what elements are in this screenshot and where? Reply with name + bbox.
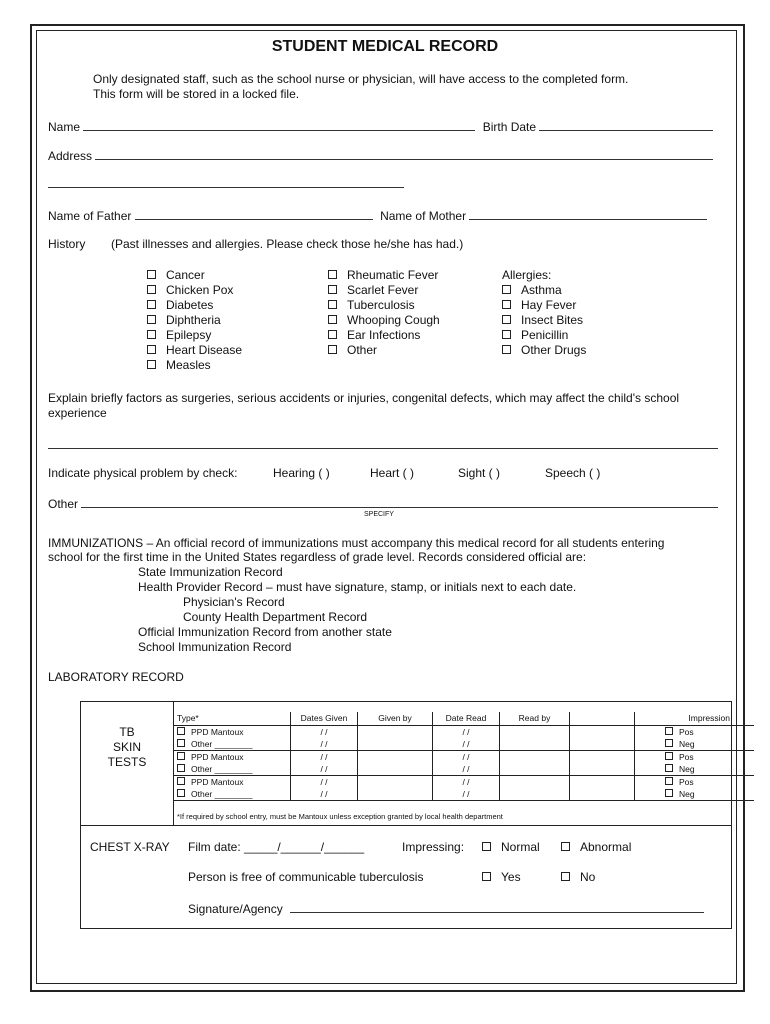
intro-line-1: Only designated staff, such as the school nurse or physician, will have access to the completed form. <box>93 72 629 86</box>
checkbox-icon[interactable] <box>177 739 185 747</box>
intro-line-2: This form will be stored in a locked file. <box>93 87 300 101</box>
illness-item[interactable]: Epilepsy <box>147 328 242 343</box>
address-line-2 <box>48 175 404 193</box>
father-field[interactable] <box>135 207 373 220</box>
sight-check[interactable]: Sight ( ) <box>458 466 501 480</box>
other-row <box>48 495 718 511</box>
checkbox-icon[interactable] <box>328 300 337 309</box>
physical-label: Indicate physical problem by check: <box>48 466 238 480</box>
checkbox-icon[interactable] <box>147 270 156 279</box>
illness-item[interactable]: Diphtheria <box>147 313 242 328</box>
allergy-item[interactable]: Other Drugs <box>502 343 586 358</box>
address-field-2[interactable] <box>48 175 404 188</box>
signature-label: Signature/Agency <box>188 902 283 916</box>
checkbox-icon[interactable] <box>328 345 337 354</box>
allergy-item[interactable]: Hay Fever <box>502 298 586 313</box>
immunization-item: Health Provider Record – must have signature, stamp, or initials next to each date. <box>138 580 577 594</box>
explain-line-2: experience <box>48 406 107 420</box>
immunizations-line-1: IMMUNIZATIONS – An official record of immunizations must accompany this medical record for all students entering <box>48 536 665 550</box>
checkbox-icon[interactable] <box>502 345 511 354</box>
col-type: Type* <box>177 713 199 724</box>
allergy-item[interactable]: Insect Bites <box>502 313 586 328</box>
immunization-item: County Health Department Record <box>183 610 368 624</box>
tb-skin-tests-label: TB SKIN TESTS <box>107 725 147 769</box>
checkbox-icon[interactable] <box>502 285 511 294</box>
mother-label: Name of Mother <box>380 209 467 223</box>
form-title: STUDENT MEDICAL RECORD <box>271 38 499 55</box>
checkbox-icon[interactable] <box>665 727 673 735</box>
checkbox-icon[interactable] <box>482 872 491 881</box>
illness-list-1 <box>147 268 242 373</box>
checkbox-icon[interactable] <box>665 777 673 785</box>
immunizations-line-2: school for the first time in the United States regardless of grade level. Records considered official are: <box>48 550 587 564</box>
checkbox-icon[interactable] <box>502 300 511 309</box>
illness-list-2 <box>328 268 440 358</box>
heart-check[interactable]: Heart ( ) <box>370 466 415 480</box>
checkbox-icon[interactable] <box>665 764 673 772</box>
checkbox-icon[interactable] <box>561 842 570 851</box>
tb-footnote: *If required by school entry, must be Mantoux unless exception granted by local health department <box>177 812 503 821</box>
illness-item[interactable]: Tuberculosis <box>328 298 440 313</box>
checkbox-icon[interactable] <box>147 300 156 309</box>
checkbox-icon[interactable] <box>147 330 156 339</box>
illness-item[interactable]: Measles <box>147 358 242 373</box>
allergies-label: Allergies: <box>502 268 552 282</box>
checkbox-icon[interactable] <box>482 842 491 851</box>
col-given-by: Given by <box>358 712 433 725</box>
no-option[interactable]: No <box>561 870 595 884</box>
chest-xray-label: CHEST X-RAY <box>90 840 170 854</box>
checkbox-icon[interactable] <box>328 315 337 324</box>
immunization-item: State Immunization Record <box>138 565 283 579</box>
abnormal-option[interactable]: Abnormal <box>561 840 631 854</box>
col-date-read: Date Read <box>433 712 500 725</box>
address-row <box>48 147 713 163</box>
col-blank <box>570 712 635 725</box>
checkbox-icon[interactable] <box>147 345 156 354</box>
col-read-by: Read by <box>500 712 570 725</box>
tb-table: Type* Dates Given Given by Date Read Read by Impression PPD Mantoux / / / / Pos Other ________ / / / / Neg PPD Mantoux / / / / Pos Other ________ / / / / Neg PPD Mantoux / / / / Pos Other ________ / / / / Neg <box>173 712 754 801</box>
allergy-item[interactable]: Penicillin <box>502 328 586 343</box>
checkbox-icon[interactable] <box>665 789 673 797</box>
checkbox-icon[interactable] <box>177 752 185 760</box>
checkbox-icon[interactable] <box>177 777 185 785</box>
other-label: Other <box>48 497 79 511</box>
lab-title: LABORATORY RECORD <box>48 670 184 684</box>
checkbox-icon[interactable] <box>328 285 337 294</box>
hearing-check[interactable]: Hearing ( ) <box>273 466 330 480</box>
explain-line-1: Explain briefly factors as surgeries, serious accidents or injuries, congenital defects, which may affect the child's school <box>48 391 680 405</box>
col-impression: Impression <box>635 712 755 725</box>
other-field[interactable] <box>81 495 718 508</box>
address-field[interactable] <box>95 147 713 160</box>
normal-option[interactable]: Normal <box>482 840 540 854</box>
checkbox-icon[interactable] <box>502 330 511 339</box>
illness-item[interactable]: Ear Infections <box>328 328 440 343</box>
illness-item[interactable]: Cancer <box>147 268 242 283</box>
checkbox-icon[interactable] <box>177 727 185 735</box>
speech-check[interactable]: Speech ( ) <box>545 466 601 480</box>
checkbox-icon[interactable] <box>147 315 156 324</box>
checkbox-icon[interactable] <box>177 764 185 772</box>
illness-item[interactable]: Chicken Pox <box>147 283 242 298</box>
checkbox-icon[interactable] <box>177 789 185 797</box>
specify-label: SPECIFY <box>364 511 394 518</box>
checkbox-icon[interactable] <box>147 285 156 294</box>
name-label: Name <box>48 120 81 134</box>
immunization-item: Physician's Record <box>183 595 285 609</box>
film-date-field[interactable]: Film date: _____/______/______ <box>188 840 365 854</box>
explain-field-row <box>48 436 718 454</box>
allergy-item[interactable]: Asthma <box>502 283 586 298</box>
illness-item[interactable]: Scarlet Fever <box>328 283 440 298</box>
illness-item[interactable]: Whooping Cough <box>328 313 440 328</box>
checkbox-icon[interactable] <box>665 739 673 747</box>
checkbox-icon[interactable] <box>147 360 156 369</box>
impressing-label: Impressing: <box>402 840 465 854</box>
father-label: Name of Father <box>48 209 132 223</box>
illness-item[interactable]: Diabetes <box>147 298 242 313</box>
allergies-list <box>502 268 586 358</box>
explain-field[interactable] <box>48 436 718 449</box>
mother-field[interactable] <box>469 207 707 220</box>
checkbox-icon[interactable] <box>502 315 511 324</box>
name-row <box>48 118 713 134</box>
checkbox-icon[interactable] <box>561 872 570 881</box>
history-label: History <box>48 237 86 251</box>
yes-option[interactable]: Yes <box>482 870 521 884</box>
col-dates-given: Dates Given <box>291 712 358 725</box>
birth-date-field[interactable] <box>539 118 713 131</box>
tb-free-label: Person is free of communicable tuberculosis <box>188 870 424 884</box>
illness-item[interactable]: Heart Disease <box>147 343 242 358</box>
address-label: Address <box>48 149 93 163</box>
checkbox-icon[interactable] <box>665 752 673 760</box>
immunization-item: School Immunization Record <box>138 640 292 654</box>
name-field[interactable] <box>83 118 475 131</box>
checkbox-icon[interactable] <box>328 270 337 279</box>
signature-field[interactable] <box>290 900 704 913</box>
history-instruction: (Past illnesses and allergies. Please check those he/she has had.) <box>111 237 464 251</box>
checkbox-icon[interactable] <box>328 330 337 339</box>
illness-item[interactable]: Rheumatic Fever <box>328 268 440 283</box>
illness-item[interactable]: Other <box>328 343 440 358</box>
immunization-item: Official Immunization Record from another state <box>138 625 392 639</box>
signature-row <box>188 900 704 916</box>
birth-date-label: Birth Date <box>482 120 537 134</box>
parents-row <box>48 207 707 223</box>
